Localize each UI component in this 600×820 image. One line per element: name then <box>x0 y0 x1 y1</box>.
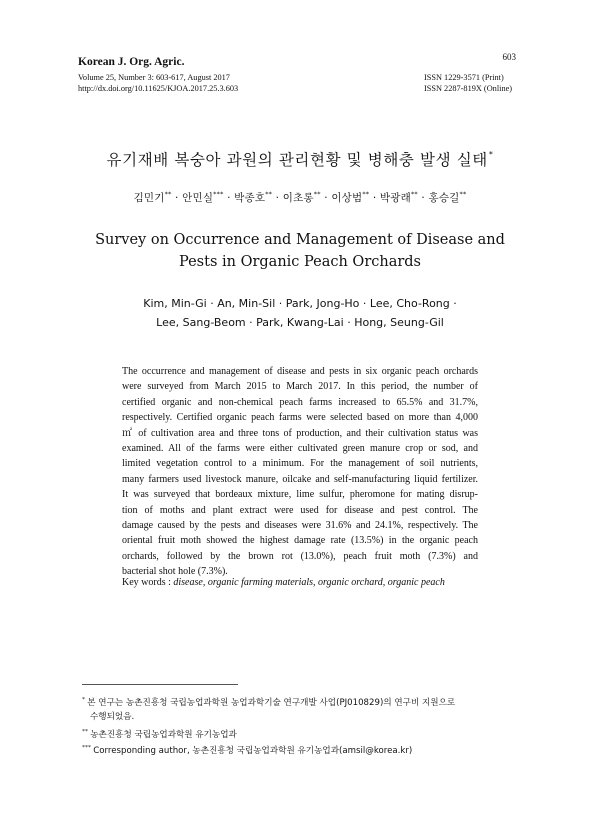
author-mark: ** <box>459 190 467 198</box>
korean-title-text: 유기재배 복숭아 과원의 관리현황 및 병해충 발생 실태 <box>106 151 488 169</box>
footnote-text: Corresponding author, 농촌진흥청 국립농업과학원 유기농업과(amsil@korea.kr) <box>93 746 413 756</box>
english-authors-line: Lee, Sang-Beom · Park, Kwang-Lai · Hong, Seung-Gil <box>156 316 444 329</box>
abstract-line: bacterial shot hole (7.3%). <box>122 566 228 578</box>
author-ko: 박광래 <box>379 192 411 204</box>
footnote-mark: *** <box>82 745 91 751</box>
author-separator: · <box>372 192 377 204</box>
footnote-mark: * <box>82 697 85 703</box>
abstract-line: ㎡ of cultivation area and three tons of production, and their cultivation status was <box>122 427 478 439</box>
publication-info <box>78 72 238 94</box>
abstract-line: examined. All of the farms were either cultivated green manure crop or sod, and <box>122 443 478 455</box>
footnote-affiliation <box>82 726 237 742</box>
abstract-line: certified organic and non-chemical peach farms increased to 65.5% and 31.7%, <box>122 396 478 408</box>
korean-authors <box>0 190 600 205</box>
footnote-funding <box>82 694 455 724</box>
abstract <box>122 364 478 580</box>
volume-line: Volume 25, Number 3: 603-617, August 2017 <box>78 73 230 82</box>
keywords-label: Key words : <box>122 577 174 588</box>
footnote-mark: ** <box>82 729 88 735</box>
author-mark: *** <box>213 190 224 198</box>
abstract-line: damage caused by the pests and diseases were 31.6% and 24.1%, respectively. The <box>122 520 478 532</box>
author-separator: · <box>275 192 280 204</box>
footnote-text: 수행되었음. <box>90 712 135 722</box>
author-mark: ** <box>313 190 321 198</box>
author-mark: ** <box>265 190 273 198</box>
english-title-line: Survey on Occurrence and Management of Disease and <box>95 232 505 248</box>
english-authors <box>0 294 600 332</box>
abstract-line: tion of moths and plant extract were used for disease and pest control. The <box>122 504 478 516</box>
author-separator: · <box>227 192 231 204</box>
footnote-divider <box>82 684 238 685</box>
abstract-line: The occurrence and management of disease and pests in six organic peach orchards <box>122 366 478 377</box>
doi-line[interactable]: http://dx.doi.org/10.11625/KJOA.2017.25.3.603 <box>78 84 239 93</box>
author-separator: · <box>324 192 328 204</box>
author-ko: 안민실 <box>182 192 214 204</box>
abstract-line: respectively. Certified organic peach farms were selected based on more than 4,000 <box>122 412 478 424</box>
page-number: 603 <box>502 52 516 62</box>
abstract-line: oriental fruit moth showed the highest damage rate (13.5%) in the organic peach <box>122 535 478 547</box>
issn-info <box>424 72 512 94</box>
author-ko: 홍승길 <box>428 192 460 204</box>
author-ko: 박종호 <box>234 192 266 204</box>
footnote-text: 본 연구는 농촌진흥청 국립농업과학원 농업과학기술 연구개발 사업(PJ010829)의 연구비 지원으로 <box>87 698 456 708</box>
author-ko: 이초롱 <box>282 192 314 204</box>
abstract-line: many farmers used livestock manure, oilcake and self-manufacturing liquid fertilizer. <box>122 473 478 485</box>
abstract-line: limited vegetation control to a minimum. For the management of soil nutrients, <box>122 458 478 470</box>
author-mark: ** <box>410 190 418 198</box>
abstract-line: were surveyed from March 2015 to March 2017. In this period, the number of <box>122 381 478 393</box>
footnote-corresponding <box>82 742 412 758</box>
author-mark: ** <box>362 190 370 198</box>
issn-print: ISSN 1229-3571 (Print) <box>424 73 504 82</box>
title-footnote-mark: * <box>488 150 494 159</box>
keywords-terms: disease, organic farming materials, organic orchard, organic peach <box>173 577 445 588</box>
english-title-line: Pests in Organic Peach Orchards <box>178 254 422 270</box>
author-ko: 김민기 <box>133 192 165 204</box>
issn-online: ISSN 2287-819X (Online) <box>424 84 513 93</box>
english-title <box>0 229 600 273</box>
journal-name: Korean J. Org. Agric. <box>78 56 185 68</box>
author-ko: 이상범 <box>331 192 363 204</box>
author-mark: ** <box>164 190 172 198</box>
keywords <box>122 577 445 588</box>
author-separator: · <box>421 192 425 204</box>
abstract-line: It was surveyed that bordeaux mixture, lime sulfur, pheromone for mating disrup- <box>122 489 478 501</box>
english-authors-line: Kim, Min-Gi · An, Min-Sil · Park, Jong-Ho · Lee, Cho-Rong · <box>143 297 457 310</box>
author-separator: · <box>175 192 179 204</box>
korean-title <box>0 148 600 170</box>
footnote-text: 농촌진흥청 국립농업과학원 유기농업과 <box>90 730 237 740</box>
abstract-line: orchards, followed by the brown rot (13.0%), peach fruit moth (7.3%) and <box>122 550 478 562</box>
